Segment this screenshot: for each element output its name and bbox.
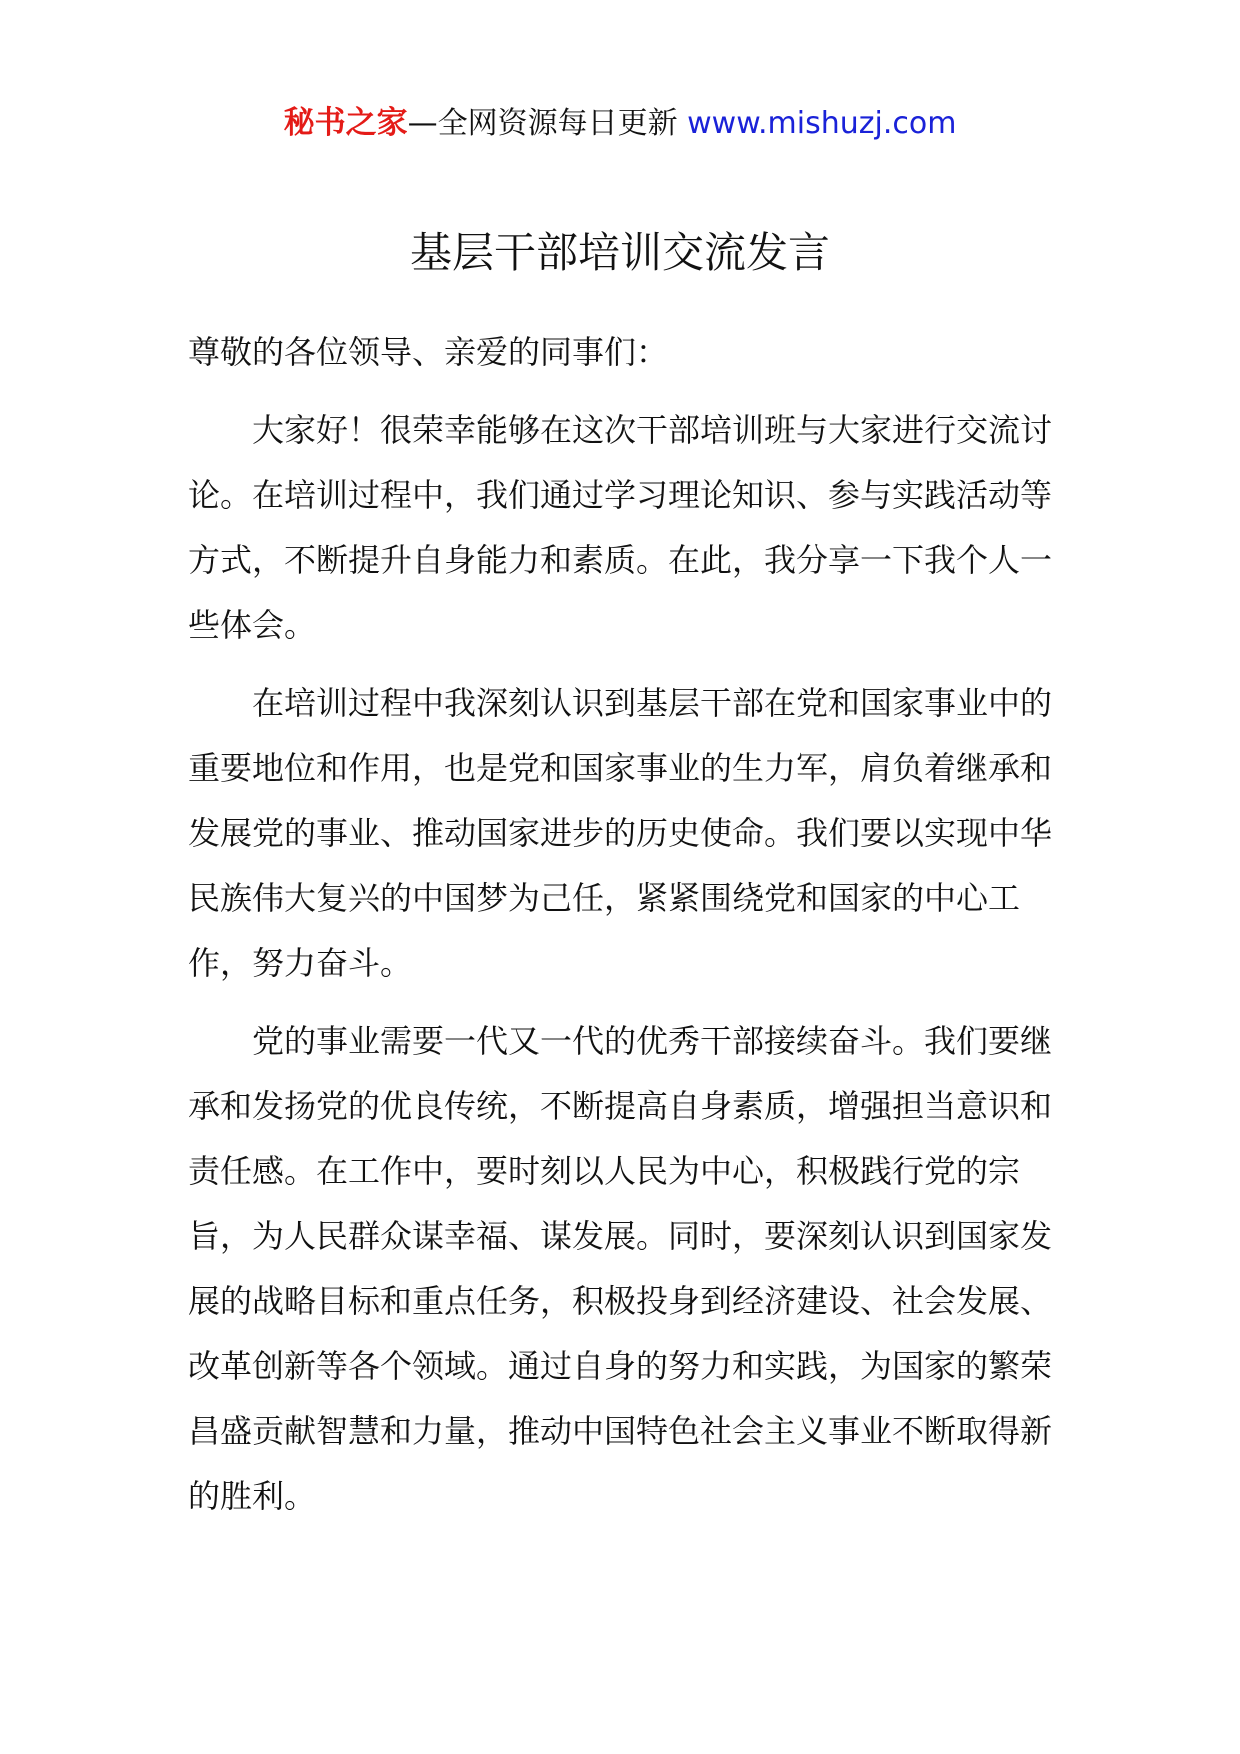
paragraph: 党的事业需要一代又一代的优秀干部接续奋斗。我们要继承和发扬党的优良传统，不断提高自身素质，增强担当意识和责任感。在工作中，要时刻以人民为中心，积极践行党的宗旨，为人民群众谋幸福、谋发展。同时，要深刻认识到国家发展的战略目标和重点任务，积极投身到经济建设、社会发展、改革创新等各个领域。通过自身的努力和实践，为国家的繁荣昌盛贡献智慧和力量，推动中国特色社会主义事业不断取得新的胜利。 — [188, 1022, 1053, 1515]
site-brand: 秘书之家 — [283, 105, 408, 141]
site-slogan: —全网资源每日更新 — [407, 106, 678, 141]
site-url-link[interactable]: www.mishuzj.com — [687, 106, 957, 141]
paragraph: 大家好！很荣幸能够在这次干部培训班与大家进行交流讨论。在培训过程中，我们通过学习理论知识、参与实践活动等方式，不断提升自身能力和素质。在此，我分享一下我个人一些体会。 — [188, 411, 1053, 644]
document-body — [188, 320, 1052, 1542]
site-header — [0, 100, 1240, 147]
salutation: 尊敬的各位领导、亲爱的同事们： — [188, 333, 669, 371]
paragraph: 在培训过程中我深刻认识到基层干部在党和国家事业中的重要地位和作用，也是党和国家事业的生力军，肩负着继承和发展党的事业、推动国家进步的历史使命。我们要以实现中华民族伟大复兴的中国梦为己任，紧紧围绕党和国家的中心工作，努力奋斗。 — [188, 684, 1053, 982]
document-title: 基层干部培训交流发言 — [409, 228, 830, 277]
